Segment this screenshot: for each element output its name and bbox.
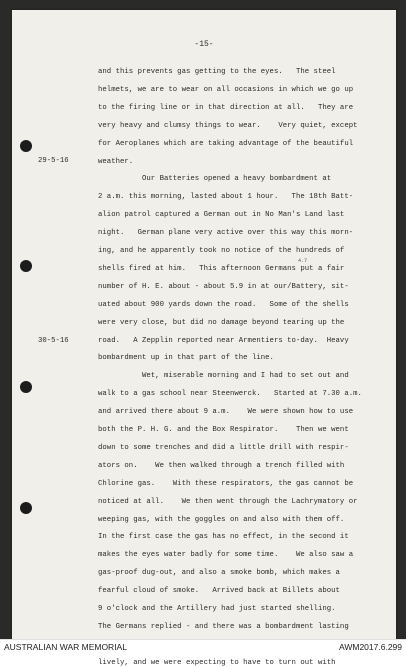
text-line: makes the eyes water badly for some time. We also saw a	[98, 551, 354, 560]
text-line: road. A Zepplin reported near Armentiers to-day. Heavy	[98, 336, 349, 345]
text-line: bombardment up in that part of the line.	[98, 354, 274, 363]
text-line: walk to a gas school near Steenwerck. Started at 7.30 a.m.	[98, 390, 362, 399]
text-line: and this prevents gas getting to the eyes. The steel	[98, 68, 336, 76]
text-line: Chlorine gas. With these respirators, the gas cannot be	[98, 479, 354, 488]
entry-date: 29-5-16	[38, 157, 69, 165]
text-line: night. German plane very active over this way this morn-	[98, 229, 354, 238]
text-line: shells fired at him. This afternoon Germans put a fair	[98, 264, 345, 273]
text-line: and arrived there about 9 a.m. We were shown how to use	[98, 408, 354, 417]
punch-hole	[20, 140, 32, 152]
text-line: very heavy and clumsy things to wear. Very quiet, except	[98, 121, 358, 130]
text-line: 9 o'clock and the Artillery had just started shelling.	[98, 605, 336, 613]
text-line: uated about 900 yards down the road. Some of the shells	[98, 300, 349, 309]
text-line: alion patrol captured a German out in No Man's Land last	[98, 211, 345, 220]
text-line: lively, and we were expecting to have to turn out with	[98, 658, 336, 667]
text-line: noticed at all. We then went through the Lachrymatory or	[98, 497, 358, 506]
text-line: weeping gas, with the goggles on and also with them off.	[98, 515, 345, 524]
handwritten-annotation: 4.7	[298, 258, 308, 264]
text-line: to the firing line or in that direction at all. They are	[98, 103, 354, 112]
text-line: for Aeroplanes which are taking advantage of the beautiful	[98, 139, 354, 148]
punch-hole	[20, 502, 32, 514]
entry-date: 30-5-16	[38, 337, 69, 345]
page-number: -15-	[194, 40, 214, 49]
text-line: both the P. H. G. and the Box Respirator. Then we went	[98, 426, 349, 434]
punch-hole	[20, 260, 32, 272]
accession-number: AWM2017.6.299	[339, 642, 402, 652]
text-line: helmets, we are to wear on all occasions in which we go up	[98, 85, 354, 94]
text-line: weather.	[98, 157, 134, 166]
text-line: ing, and he apparently took no notice of the hundreds of	[98, 247, 345, 255]
text-line: down to some trenches and did a little drill with respir-	[98, 443, 349, 452]
footer-bar	[0, 639, 406, 653]
text-line: ators on. We then walked through a trench filled with	[98, 461, 345, 470]
text-line: number of H. E. about - about 5.9 in at our/Battery, sit-	[98, 282, 349, 291]
institution-name: AUSTRALIAN WAR MEMORIAL	[4, 642, 127, 652]
text-line: In the first case the gas has no effect, in the second it	[98, 533, 349, 542]
text-line: Wet, miserable morning and I had to set out and	[98, 372, 349, 381]
text-line: were very close, but did no damage beyond tearing up the	[98, 318, 345, 327]
punch-hole	[20, 381, 32, 393]
text-line: The Germans replied - and there was a bombardment lasting	[98, 622, 349, 631]
text-line: gas-proof dug-out, and also a smoke bomb, which makes a	[98, 569, 340, 578]
text-line: fearful cloud of smoke. Arrived back at Billets about	[98, 587, 340, 596]
text-line: 2 a.m. this morning, lasted about 1 hour. The 18th Batt-	[98, 193, 354, 202]
text-line: Our Batteries opened a heavy bombardment at	[98, 175, 332, 184]
